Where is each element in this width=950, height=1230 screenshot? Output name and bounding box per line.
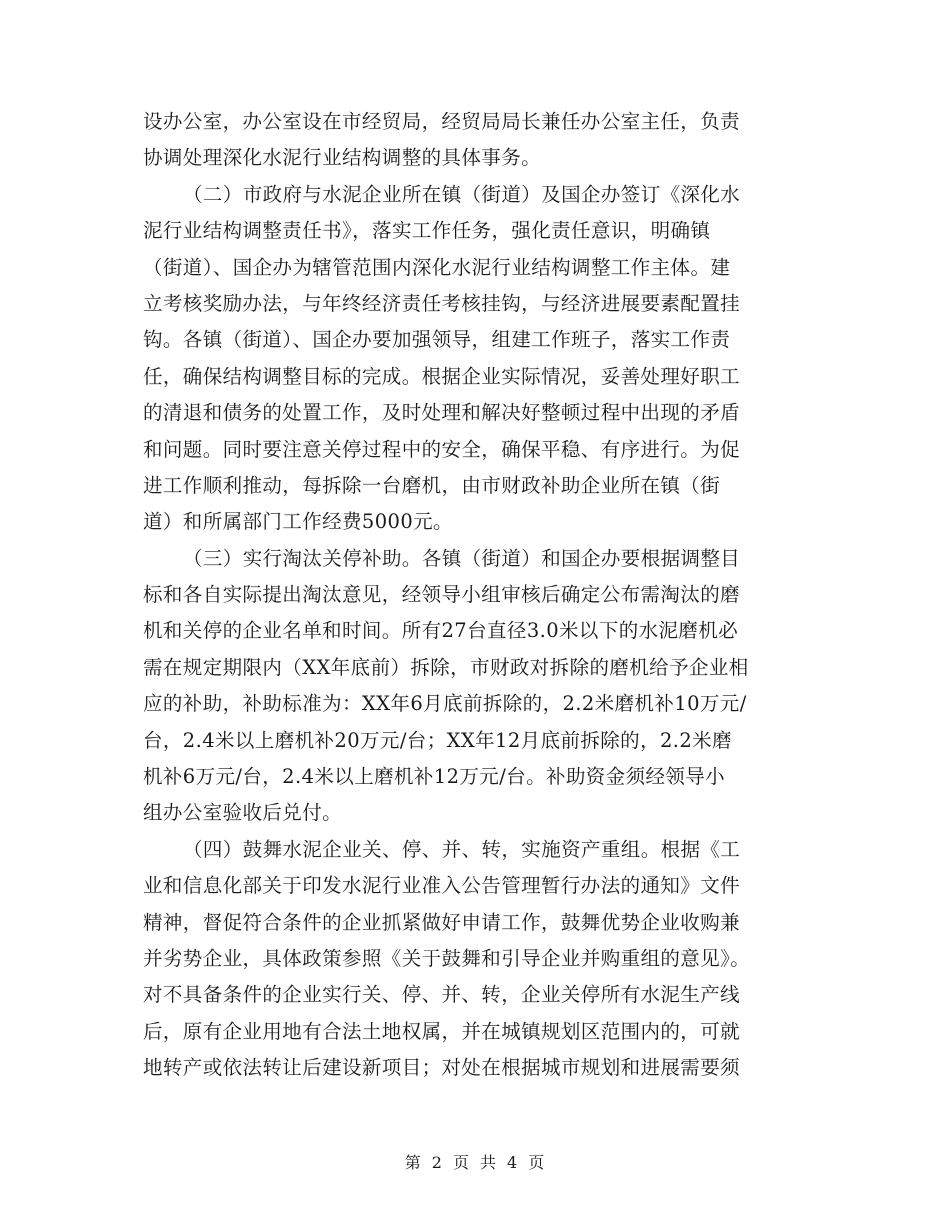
- paragraph-start-line: （三）实行淘汰关停补助。各镇（街道）和国企办要根据调整目: [183, 546, 741, 570]
- text-line: 立考核奖励办法，与年终经济责任考核挂钩，与经济进展要素配置挂: [143, 291, 741, 315]
- text-line: 协调处理深化水泥行业结构调整的具体事务。: [143, 146, 542, 170]
- text-line: （街道）、国企办为辖管范围内深化水泥行业结构调整工作主体。建: [143, 255, 731, 279]
- text-line: 道）和所属部门工作经费5000元。: [143, 510, 453, 534]
- text-line: 后，原有企业用地有合法土地权属，并在城镇规划区范围内的，可就: [143, 1019, 741, 1043]
- text-line: 应的补助，补助标准为：XX年6月底前拆除的，2.2米磨机补10万元/: [143, 692, 747, 716]
- text-line: 精神，督促符合条件的企业抓紧做好申请工作，鼓舞优势企业收购兼: [143, 910, 741, 934]
- footer-page-number: 2: [431, 1153, 443, 1172]
- page-footer: [0, 1150, 950, 1173]
- footer-total-unit: 页: [528, 1153, 546, 1172]
- text-line: 任，确保结构调整目标的完成。根据企业实际情况，妥善处理好职工: [143, 364, 741, 388]
- text-line: 设办公室，办公室设在市经贸局，经贸局局长兼任办公室主任，负责: [143, 110, 741, 133]
- text-line: 钩。各镇（街道）、国企办要加强领导，组建工作班子，落实工作责: [143, 328, 731, 352]
- paragraph-start-line: （二）市政府与水泥企业所在镇（街道）及国企办签订《深化水: [183, 182, 741, 206]
- text-line: 对不具备条件的企业实行关、停、并、转，企业关停所有水泥生产线: [143, 983, 741, 1007]
- text-line: 并劣势企业，具体政策参照《关于鼓舞和引导企业并购重组的意见》。: [143, 946, 751, 970]
- text-line: 标和各自实际提出淘汰意见，经领导小组审核后确定公布需淘汰的磨: [143, 583, 741, 607]
- document-body: [143, 104, 807, 1087]
- footer-total-prefix: 共: [480, 1153, 498, 1172]
- text-line: 进工作顺利推动，每拆除一台磨机，由市财政补助企业所在镇（街: [143, 473, 721, 497]
- paragraph-start-line: （四）鼓舞水泥企业关、停、并、转，实施资产重组。根据《工: [183, 837, 741, 861]
- text-line: 业和信息化部关于印发水泥行业准入公告管理暂行办法的通知》文件: [143, 874, 741, 898]
- text-line: 组办公室验收后兑付。: [143, 801, 343, 825]
- footer-total-pages: 4: [507, 1153, 519, 1172]
- text-line: 地转产或依法转让后建设新项目；对处在根据城市规划和进展需要须: [143, 1056, 741, 1080]
- text-line: 和问题。同时要注意关停过程中的安全，确保平稳、有序进行。为促: [143, 437, 741, 461]
- text-line: 需在规定期限内（XX年底前）拆除，市财政对拆除的磨机给予企业相: [143, 655, 749, 679]
- text-line: 机补6万元/台，2.4米以上磨机补12万元/台。补助资金须经领导小: [143, 765, 726, 789]
- text-line: 台，2.4米以上磨机补20万元/台；XX年12月底前拆除的，2.2米磨: [143, 728, 732, 752]
- text-line: 机和关停的企业名单和时间。所有27台直径3.0米以下的水泥磨机必: [143, 619, 739, 643]
- text-line: 泥行业结构调整责任书》，落实工作任务，强化责任意识，明确镇: [143, 219, 711, 243]
- footer-page-unit: 页: [452, 1153, 470, 1172]
- text-line: 的清退和债务的处置工作，及时处理和解决好整顿过程中出现的矛盾: [143, 401, 741, 425]
- footer-page-prefix: 第: [404, 1153, 422, 1172]
